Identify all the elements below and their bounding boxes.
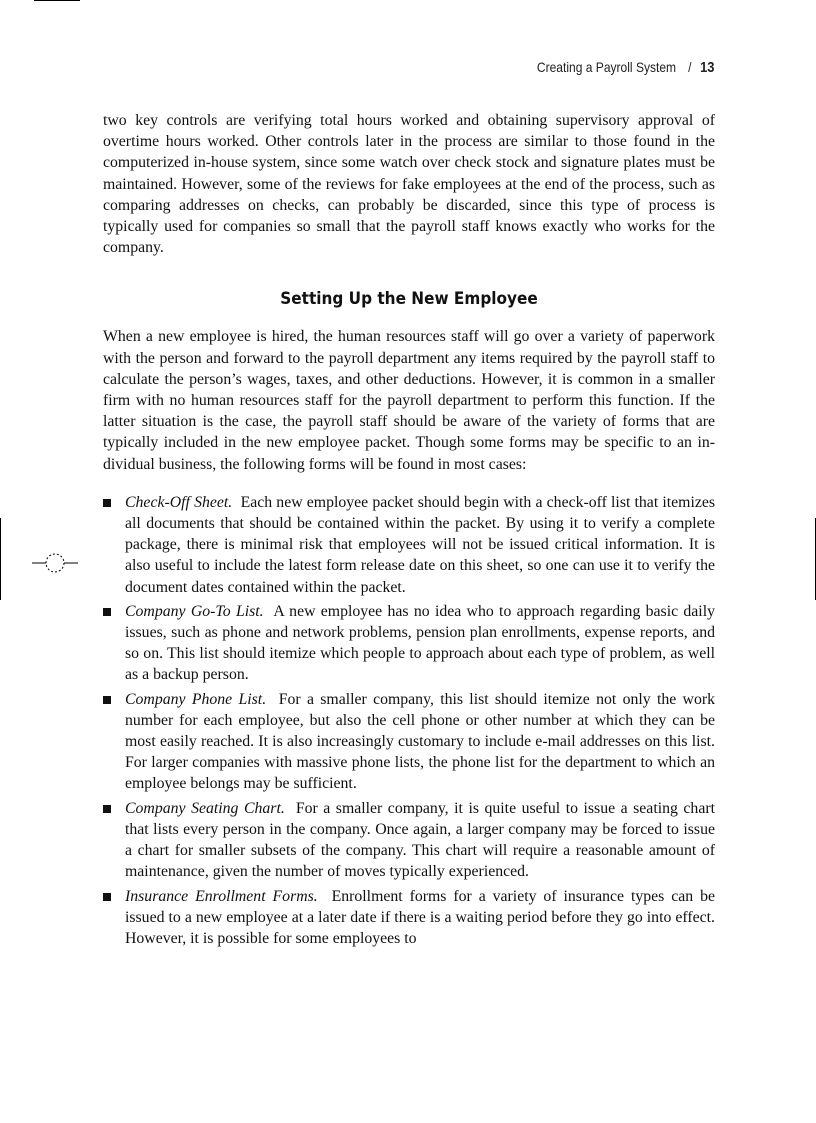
page-number: 13 — [699, 59, 714, 76]
list-item — [103, 601, 715, 686]
list-item-text: A new employee has no idea who to approach regarding basic daily issues, such as phone and network problems, pension plan enrollments, expense reports, and so on. This list should itemize which people to approach about each type of problem, as well as a backup person. — [125, 602, 715, 684]
running-head-separator: / — [687, 59, 692, 75]
bullet-square-icon — [103, 893, 111, 901]
list-item-text: For a smaller company, this list should itemize not only the work number for each employee, but also the cell phone or other number at which they can be most easily reached. It is also increasingly customary to include e-mail addresses on this list. For larger companies with massive phone lists, the phone list for the department to which an employee belongs may be sufficient. — [125, 690, 716, 793]
page-body — [103, 110, 715, 952]
bullet-square-icon — [103, 608, 111, 616]
list-item-term: Company Phone List. — [125, 690, 267, 708]
list-item-term: Check-Off Sheet. — [125, 493, 233, 511]
list-item-text: Enrollment forms for a variety of insurance types can be issued to a new employee at a later date if there is a waiting period before they go into effect. However, it is possible for some employees to — [125, 887, 715, 947]
list-item-text: Each new employee packet should begin with a check-off list that itemizes all documents that should be contained within the packet. By using it to verify a complete package, there is minimal risk that employees will not be issued critical information. It is also useful to include the latest form release date on this sheet, so one can use it to verify the document dates contained within the packet. — [125, 493, 715, 596]
bullet-square-icon — [103, 696, 111, 704]
list-item — [103, 886, 715, 950]
intro-paragraph: two key controls are verifying total hours worked and obtaining supervisory approval of overtime hours worked. Other controls later in the process are similar to those found in the computerized in-house system, since some watch over check stock and signature plates must be maintained. However, some of the reviews for fake employees at the end of the process, such as comparing addresses on checks, can probably be discarded, since this type of process is typically used for companies so small that the payroll staff knows exactly who works for the company. — [103, 112, 715, 257]
left-crop-mark — [0, 518, 1, 600]
registration-mark-icon — [30, 548, 80, 578]
section-heading: Setting Up the New Employee — [280, 289, 538, 310]
list-item-term: Insurance Enrollment Forms. — [125, 887, 318, 905]
forms-list — [103, 492, 715, 949]
list-item — [103, 689, 715, 795]
running-head-title: Creating a Payroll System — [536, 59, 676, 75]
list-item-text: For a smaller company, it is quite useful to issue a seating chart that lists every person in the company. Once again, a larger company may be forced to issue a chart for smaller subsets of the company. This chart will require a reasonable amount of maintenance, given the number of moves typically experienced. — [125, 799, 715, 881]
running-head — [536, 59, 714, 76]
section-paragraph: When a new employee is hired, the human resources staff will go over a variety of paperwork with the person and forward to the payroll department any items required by the payroll staff to calculate the person’s wages, taxes, and other deductions. However, it is common in a smaller firm with no human resources staff for the payroll department to perform this function. If the latter situation is the case, the payroll staff should be aware of the variety of forms that are typically included in the new employee packet. Though some forms may be specific to an individual business, the following forms will be found in most cases: — [103, 328, 715, 473]
list-item — [103, 798, 715, 883]
bullet-square-icon — [103, 499, 111, 507]
list-item-term: Company Seating Chart. — [125, 799, 285, 817]
list-item — [103, 492, 715, 598]
bullet-square-icon — [103, 805, 111, 813]
top-crop-rule — [34, 0, 80, 1]
list-item-term: Company Go-To List. — [125, 602, 264, 620]
